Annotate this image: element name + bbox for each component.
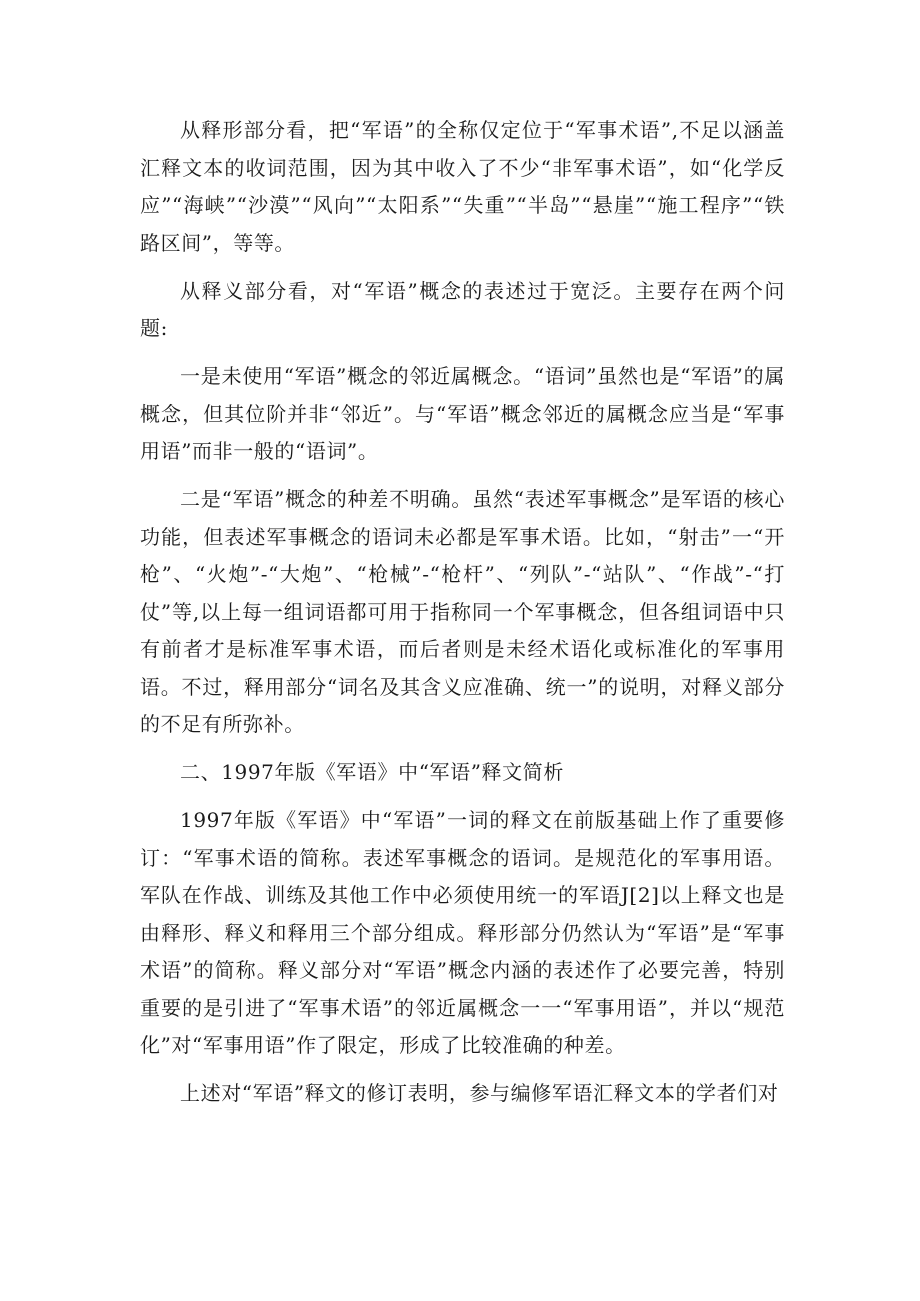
paragraph-5: 1997年版《军语》中“军语”一词的释文在前版基础上作了重要修订：“军事术语的简称。表述军事概念的语词。是规范化的军事用语。军队在作战、训练及其他工作中必须使用统一的军语J[2]以上释文也是由释形、释义和释用三个部分组成。释形部分仍然认为“军语”是“军事术语”的简称。释义部分对“军语”概念内涵的表述作了必要完善，特别重要的是引进了“军事术语”的邻近属概念一一“军事用语”，并以“规范化”对“军事用语”作了限定，形成了比较准确的种差。	[140, 808, 785, 1057]
paragraph-4: 二是“军语”概念的种差不明确。虽然“表述军事概念”是军语的核心功能，但表述军事概念的语词未必都是军事术语。比如，“射击”一“开枪”、“火炮”-“大炮”、“枪械”-“枪杆”、“列队”-“站队”、“作战”-“打仗”等,以上每一组词语都可用于指称同一个军事概念，但各组词语中只有前者才是标准军事术语，而后者则是未经术语化或标准化的军事用语。不过，释用部分“词名及其含义应准确、统一”的说明，对释义部分的不足有所弥补。	[140, 487, 785, 736]
paragraph-1: 从释形部分看，把“军语”的全称仅定位于“军事术语”,不足以涵盖汇释文本的收词范围，因为其中收入了不少“非军事术语”，如“化学反应”“海峡”“沙漠”“风向”“太阳系”“失重”“半岛”“悬崖”“施工程序”“铁路区间”，等等。	[140, 118, 785, 255]
paragraph-6: 上述对“军语”释文的修订表明，参与编修军语汇释文本的学者们对	[180, 1081, 779, 1105]
section-heading: 二、1997年版《军语》中“军语”释文简析	[180, 760, 564, 784]
paragraph-3: 一是未使用“军语”概念的邻近属概念。“语词”虽然也是“军语”的属概念，但其位阶并非“邻近”。与“军语”概念邻近的属概念应当是“军事用语”而非一般的“语词”。	[140, 364, 785, 463]
document-body	[140, 112, 785, 1123]
paragraph-2: 从释义部分看，对“军语”概念的表述过于宽泛。主要存在两个问题:	[140, 278, 785, 340]
